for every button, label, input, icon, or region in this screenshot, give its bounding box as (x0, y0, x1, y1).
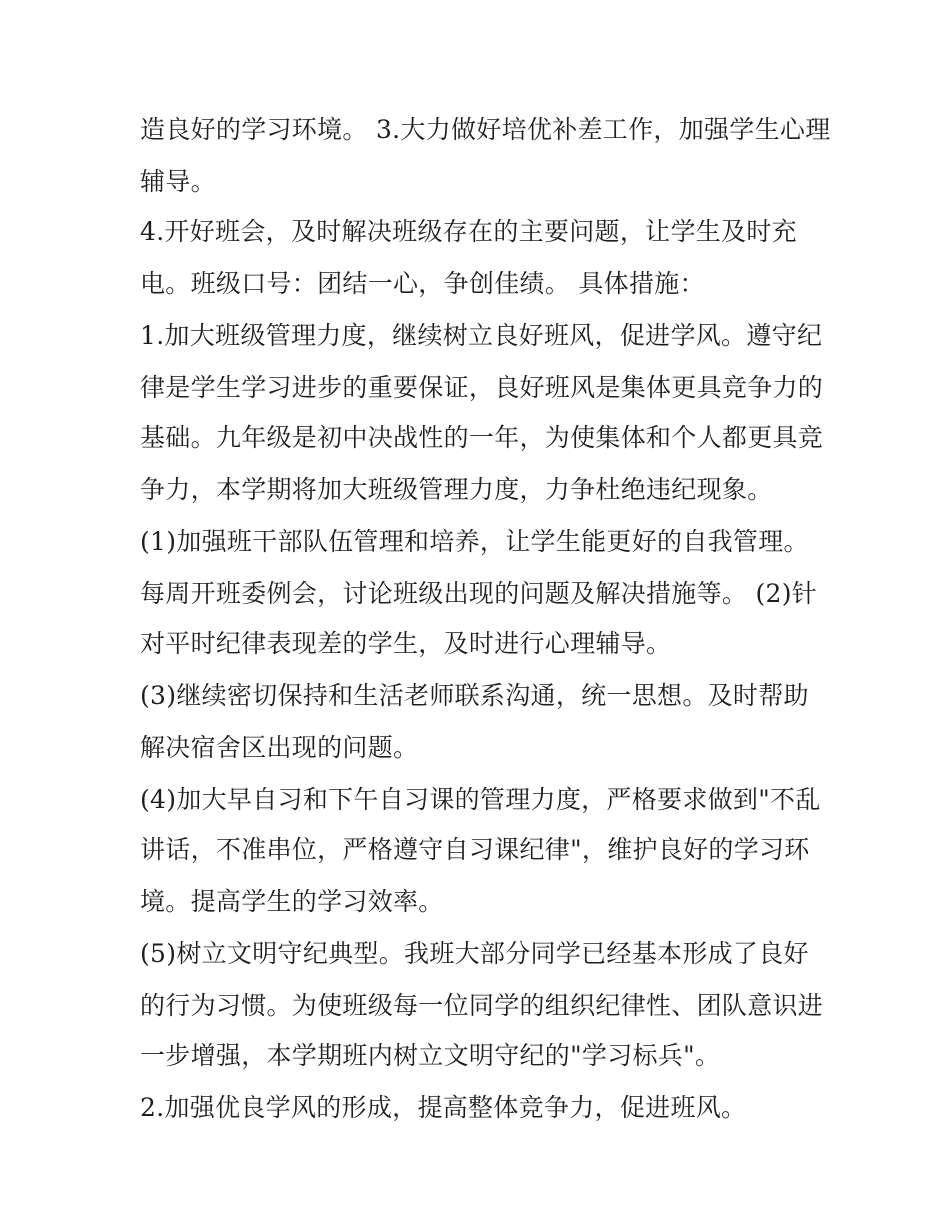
text-line: 的行为习惯。为使班级每一位同学的组织纪律性、团队意识进 (140, 991, 824, 1020)
text-line: 电。班级口号：团结一心，争创佳绩。 具体措施： (140, 269, 705, 298)
text-line: 境。提高学生的学习效率。 (140, 887, 444, 916)
text-line: (4)加大早自习和下午自习课的管理力度，严格要求做到"不乱 (140, 785, 821, 814)
text-line: 一步增强，本学期班内树立文明守纪的"学习标兵"。 (140, 1041, 721, 1070)
text-line: 讲话，不准串位，严格遵守自习课纪律"，维护良好的学习环 (140, 835, 810, 864)
text-line: 每周开班委例会，讨论班级出现的问题及解决措施等。 (2)针 (140, 579, 818, 608)
text-line: (1)加强班干部队伍管理和培养，让学生能更好的自我管理。 (140, 527, 809, 556)
text-line: 解决宿舍区出现的问题。 (140, 733, 419, 762)
text-line: (3)继续密切保持和生活老师联系沟通，统一思想。及时帮助 (140, 681, 809, 710)
text-line: 造良好的学习环境。 3.大力做好培优补差工作，加强学生心理 (140, 115, 831, 144)
text-line: 律是学生学习进步的重要保证，良好班风是集体更具竞争力的 (140, 373, 824, 402)
text-line: 基础。九年级是初中决战性的一年，为使集体和个人都更具竞 (140, 423, 824, 452)
text-line: 4.开好班会，及时解决班级存在的主要问题，让学生及时充 (140, 217, 797, 246)
text-line: 2.加强优良学风的形成，提高整体竞争力，促进班风。 (140, 1093, 747, 1122)
text-line: 对平时纪律表现差的学生，及时进行心理辅导。 (140, 629, 672, 658)
text-line: 1.加大班级管理力度，继续树立良好班风，促进学风。遵守纪 (140, 321, 823, 350)
text-line: 争力，本学期将加大班级管理力度，力争杜绝违纪现象。 (140, 475, 773, 504)
text-line: 辅导。 (140, 167, 216, 196)
text-line: (5)树立文明守纪典型。我班大部分同学已经基本形成了良好 (140, 939, 809, 968)
